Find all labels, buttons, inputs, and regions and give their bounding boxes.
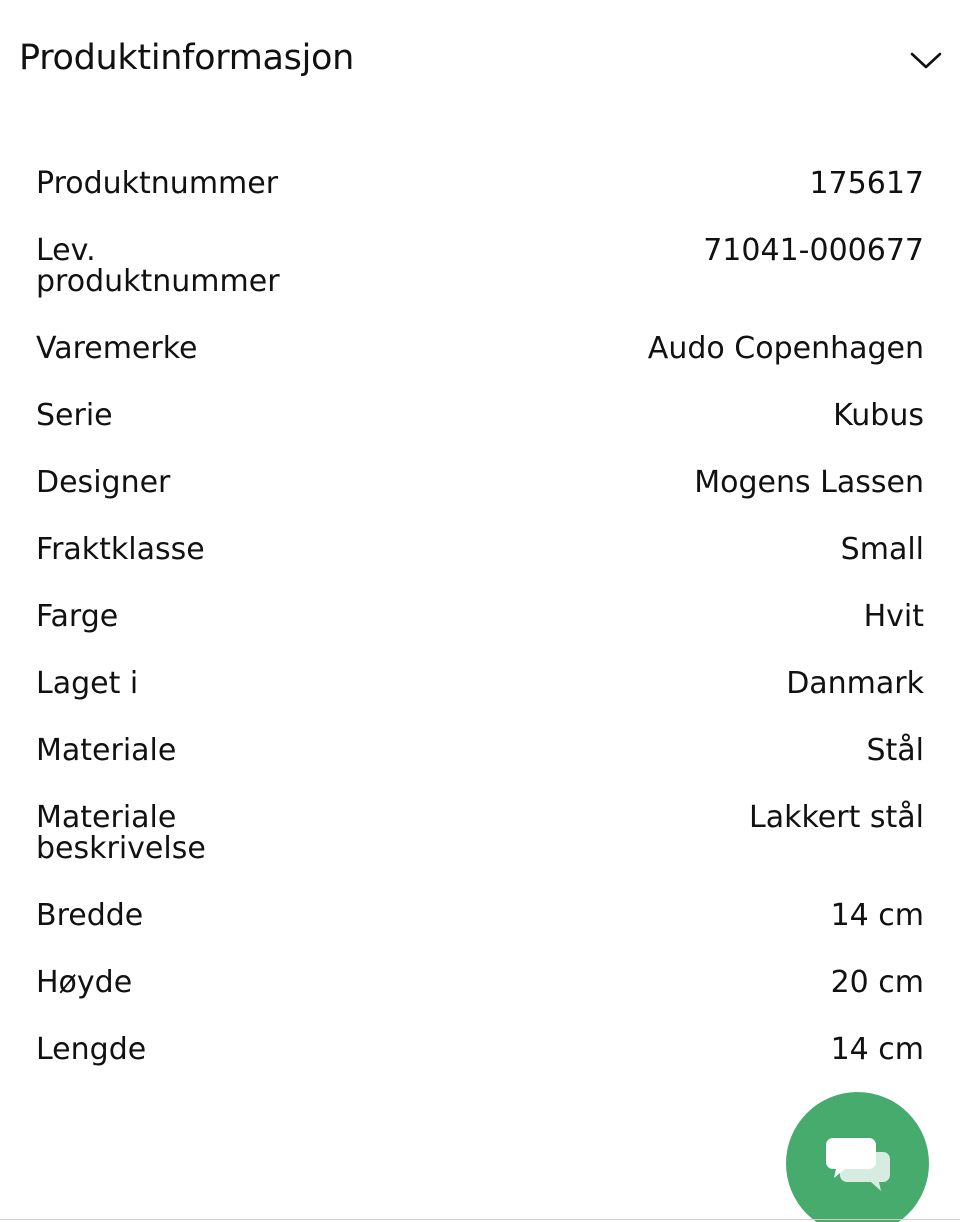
spec-row-varemerke (36, 333, 924, 400)
spec-value: 14 cm (830, 898, 924, 933)
spec-value: 175617 (809, 166, 924, 201)
spec-label: Serie (36, 398, 113, 433)
spec-value: Stål (866, 733, 924, 768)
spec-label: Materiale beskrivelse (36, 800, 206, 866)
spec-label: Lev. produktnummer (36, 233, 280, 299)
spec-value: 14 cm (830, 1032, 924, 1067)
spec-value: Mogens Lassen (694, 465, 924, 500)
spec-value: 71041-000677 (703, 233, 924, 268)
spec-label: Produktnummer (36, 166, 279, 201)
spec-row-hoyde (36, 967, 924, 1034)
accordion-title: Produktinformasjon (19, 38, 355, 78)
spec-row-materiale-beskrivelse (36, 802, 924, 900)
spec-value: Danmark (786, 666, 924, 701)
bottom-divider (0, 1219, 960, 1220)
spec-value: Audo Copenhagen (647, 331, 924, 366)
spec-row-produktnummer (36, 168, 924, 235)
spec-label: Bredde (36, 898, 144, 933)
spec-value: Hvit (863, 599, 924, 634)
spec-label: Laget i (36, 666, 139, 701)
spec-row-bredde (36, 900, 924, 967)
product-spec-list (36, 168, 924, 1101)
chevron-down-icon[interactable] (910, 50, 942, 70)
spec-label: Lengde (36, 1032, 147, 1067)
spec-label: Designer (36, 465, 171, 500)
spec-row-materiale (36, 735, 924, 802)
spec-row-laget-i (36, 668, 924, 735)
spec-value: 20 cm (830, 965, 924, 1000)
spec-row-lev-produktnummer (36, 235, 924, 333)
spec-row-fraktklasse (36, 534, 924, 601)
spec-value: Small (840, 532, 924, 567)
spec-row-designer (36, 467, 924, 534)
spec-label: Varemerke (36, 331, 198, 366)
spec-label: Farge (36, 599, 119, 634)
spec-row-farge (36, 601, 924, 668)
spec-row-lengde (36, 1034, 924, 1101)
spec-label: Materiale (36, 733, 177, 768)
spec-label: Høyde (36, 965, 133, 1000)
spec-value: Lakkert stål (749, 800, 924, 835)
chat-button[interactable] (786, 1092, 929, 1222)
product-info-accordion-toggle[interactable] (0, 0, 960, 120)
spec-value: Kubus (833, 398, 924, 433)
spec-row-serie (36, 400, 924, 467)
spec-label: Fraktklasse (36, 532, 205, 567)
chat-bubbles-icon (825, 1136, 891, 1192)
